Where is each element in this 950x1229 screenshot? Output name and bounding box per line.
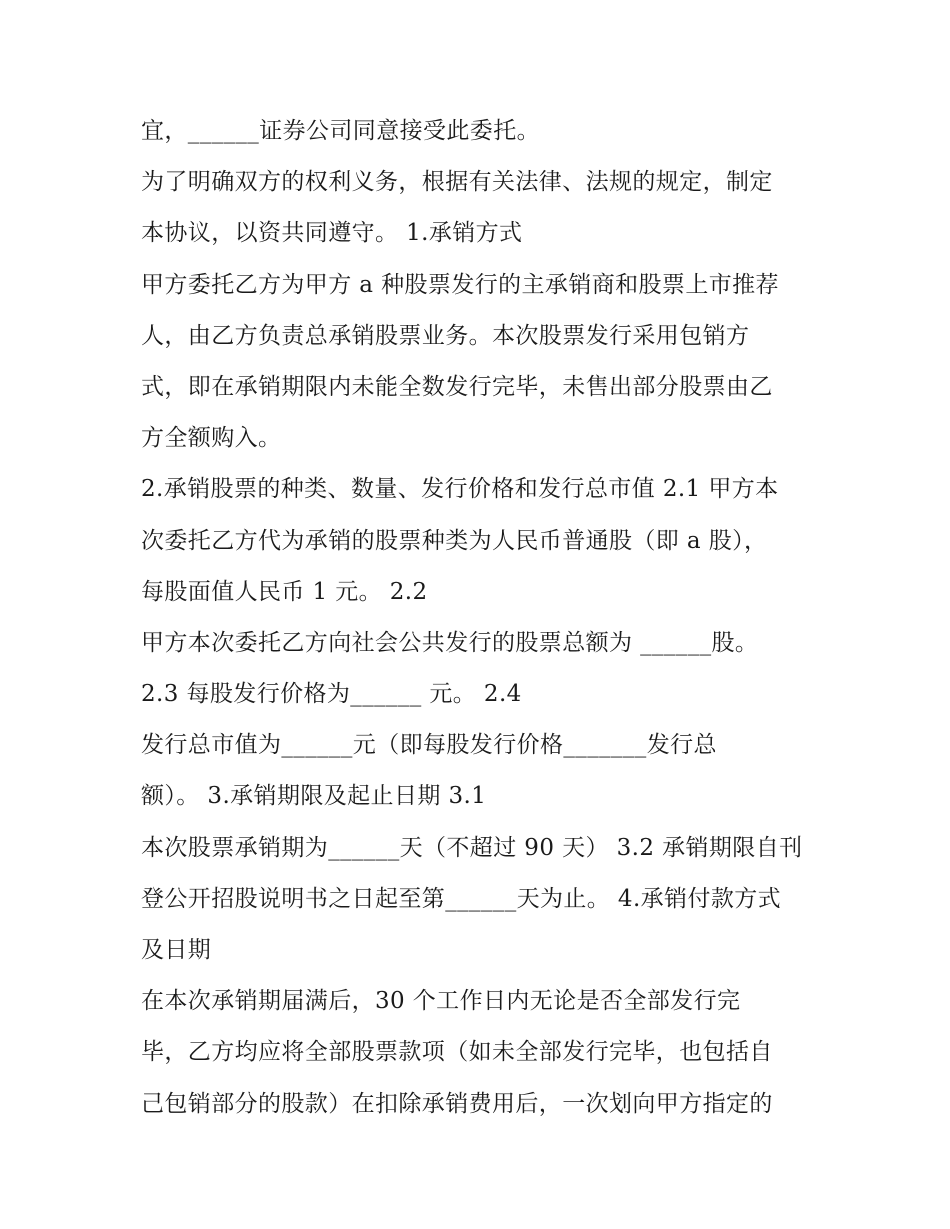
text-line: 为了明确双方的权利义务，根据有关法律、法规的规定，制定 xyxy=(141,169,773,196)
text-line: 方全额购入。 xyxy=(141,425,282,452)
text-line: 次委托乙方代为承销的股票种类为人民币普通股（即 a 股）， xyxy=(141,527,768,554)
text-line: 本次股票承销期为______天（不超过 90 天） 3.2 承销期限自刊 xyxy=(141,834,803,861)
text-line: 己包销部分的股款）在扣除承销费用后，一次划向甲方指定的 xyxy=(141,1090,773,1117)
text-line: 2.3 每股发行价格为______ 元。 2.4 xyxy=(141,681,522,708)
text-line: 宜，______证券公司同意接受此委托。 xyxy=(141,118,540,144)
text-line: 2.承销股票的种类、数量、发行价格和发行总市值 2.1 甲方本 xyxy=(141,476,779,503)
text-line: 甲方本次委托乙方向社会公共发行的股票总额为 ______股。 xyxy=(141,629,759,656)
text-line: 在本次承销期届满后，30 个工作日内无论是否全部发行完 xyxy=(141,988,741,1015)
text-line: 每股面值人民币 1 元。 2.2 xyxy=(141,578,428,605)
text-line: 甲方委托乙方为甲方 a 种股票发行的主承销商和股票上市推荐 xyxy=(141,271,779,298)
document-body xyxy=(141,106,821,1130)
text-line: 人，由乙方负责总承销股票业务。本次股票发行采用包销方 xyxy=(141,322,750,349)
text-line: 额）。 3.承销期限及起止日期 3.1 xyxy=(141,783,487,810)
text-line: 本协议，以资共同遵守。 1.承销方式 xyxy=(141,220,523,247)
text-line: 发行总市值为______元（即每股发行价格_______发行总 xyxy=(141,732,717,759)
text-line: 式，即在承销期限内未能全数发行完毕，未售出部分股票由乙 xyxy=(141,373,773,400)
text-line: 登公开招股说明书之日起至第______天为止。 4.承销付款方式 xyxy=(141,885,782,912)
text-line: 毕，乙方均应将全部股票款项（如未全部发行完毕，也包括自 xyxy=(141,1039,773,1066)
text-line: 及日期 xyxy=(141,937,212,963)
